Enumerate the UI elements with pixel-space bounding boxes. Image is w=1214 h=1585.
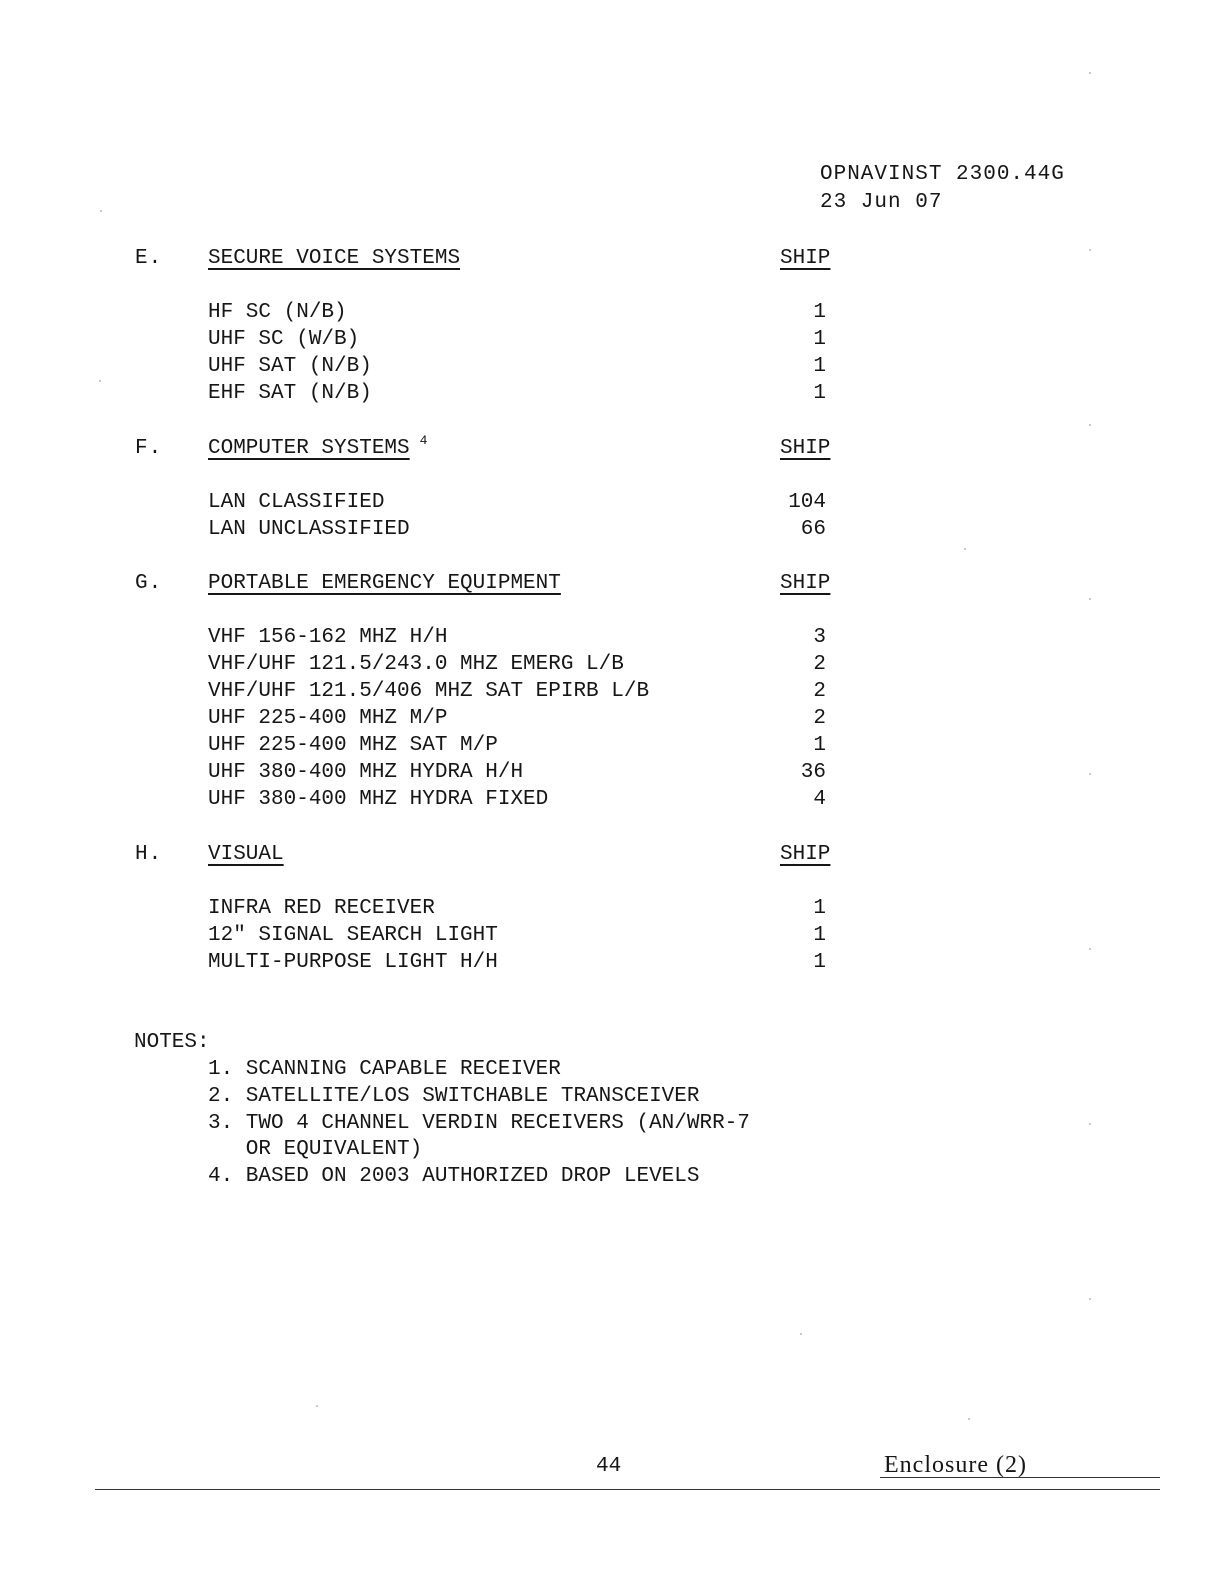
item-qty: 3 [813,626,826,649]
column-header-ship: SHIP [780,843,831,866]
footnote-marker: 4 [419,433,428,448]
section-letter: E. [135,247,163,270]
item-qty: 2 [813,680,826,703]
item-label: 12″ SIGNAL SEARCH LIGHT [208,924,498,947]
section-title: COMPUTER SYSTEMS 4 [208,436,427,463]
item-label: UHF 380-400 MHZ HYDRA FIXED [208,788,549,811]
item-label: VHF/UHF 121.5/406 MHZ SAT EPIRB L/B [208,680,650,703]
item-qty: 2 [813,653,826,676]
note-line: 1. SCANNING CAPABLE RECEIVER [208,1058,561,1081]
column-header-ship: SHIP [780,247,831,270]
item-qty: 1 [813,301,826,324]
notes-heading: NOTES: [134,1031,210,1054]
item-label: LAN UNCLASSIFIED [208,518,410,541]
section-letter: H. [135,843,163,866]
item-qty: 1 [813,924,826,947]
column-header-ship: SHIP [780,572,831,595]
item-qty: 2 [813,707,826,730]
note-line: 2. SATELLITE/LOS SWITCHABLE TRANSCEIVER [208,1085,700,1108]
item-label: UHF SC (W/B) [208,328,360,351]
item-label: UHF 225-400 MHZ SAT M/P [208,734,498,757]
column-header-ship: SHIP [780,437,831,460]
item-label: VHF/UHF 121.5/243.0 MHZ EMERG L/B [208,653,624,676]
enclosure-label: Enclosure (2) [884,1452,1027,1478]
item-label: INFRA RED RECEIVER [208,897,435,920]
scan-speck [1089,948,1091,950]
item-label: UHF 380-400 MHZ HYDRA H/H [208,761,524,784]
item-qty: 4 [813,788,826,811]
item-qty: 1 [813,328,826,351]
scan-speck [1089,598,1091,600]
item-label: LAN CLASSIFIED [208,491,385,514]
item-qty: 1 [813,382,826,405]
scan-speck [1089,249,1091,251]
section-title: PORTABLE EMERGENCY EQUIPMENT [208,572,561,595]
scan-speck [1089,72,1091,74]
item-label: HF SC (N/B) [208,301,347,324]
item-qty: 1 [813,355,826,378]
scan-speck [800,1333,802,1335]
scan-speck [964,548,966,550]
item-qty: 36 [800,761,826,784]
note-line: 4. BASED ON 2003 AUTHORIZED DROP LEVELS [208,1165,700,1188]
scan-speck [1089,424,1091,426]
item-label: UHF 225-400 MHZ M/P [208,707,448,730]
scan-speck [968,1418,970,1420]
item-label: UHF SAT (N/B) [208,355,372,378]
document-instruction-number: OPNAVINST 2300.44G [820,163,1065,186]
section-letter: F. [135,437,163,460]
note-line: OR EQUIVALENT) [208,1138,423,1161]
item-label: VHF 156-162 MHZ H/H [208,626,448,649]
item-qty: 1 [813,951,826,974]
item-qty: 104 [788,491,826,514]
scan-speck [316,1405,318,1407]
scan-speck [1089,1123,1091,1125]
note-line: 3. TWO 4 CHANNEL VERDIN RECEIVERS (AN/WRR-7 [208,1112,750,1135]
scan-speck [100,210,102,212]
item-qty: 1 [813,734,826,757]
section-title: VISUAL [208,843,284,866]
scan-speck [1089,773,1091,775]
scan-speck [1089,1298,1091,1300]
item-qty: 1 [813,897,826,920]
item-label: MULTI-PURPOSE LIGHT H/H [208,951,498,974]
enclosure-rule [880,1477,1160,1478]
section-letter: G. [135,572,163,595]
document-date: 23 Jun 07 [820,191,943,214]
page-number: 44 [596,1455,622,1478]
footer-rule [95,1489,1160,1490]
section-title: SECURE VOICE SYSTEMS [208,247,461,270]
scan-speck [99,380,101,382]
item-label: EHF SAT (N/B) [208,382,372,405]
item-qty: 66 [800,518,826,541]
